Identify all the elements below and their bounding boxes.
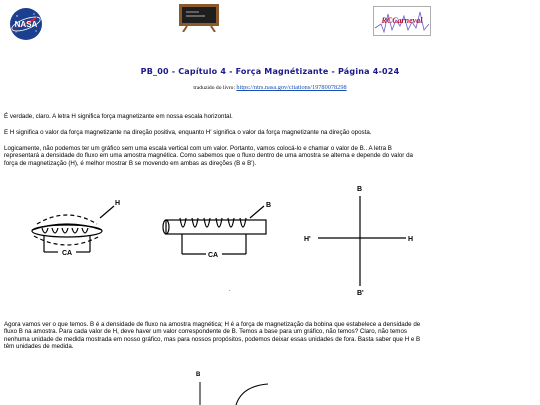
axes-label-h: H xyxy=(408,236,414,243)
coil1-label-h: H xyxy=(115,200,121,207)
credit-prefix: traduzido do livro: xyxy=(193,85,236,91)
rccarneval-logo-text: RCCarneval xyxy=(381,16,423,25)
coil2-label-ca: CA xyxy=(208,252,219,259)
axes-label-b: B xyxy=(357,186,363,193)
paragraph-3: Logicamente, não podemos ter um gráfico sem uma escala vertical com um valor. Portanto, vamos colocá-lo e chamar o valor de B.. A letra B representará a densidade do fluxo em uma amostra magnética. Como sabemos que o fluxo dentro de uma amostra se alterna e depende do valor da força de magnetização (H), é melhor mostrar B se movendo em ambas as direções (B e B'). xyxy=(4,145,413,167)
bh-curve-graph xyxy=(190,368,280,405)
axes-label-b-prime: B' xyxy=(357,290,364,297)
rccarneval-logo xyxy=(373,6,431,36)
coil-diagram-b xyxy=(160,198,280,266)
bh-axes-diagram xyxy=(300,182,420,298)
coil-diagram-h xyxy=(22,196,132,266)
blackboard-icon xyxy=(177,2,221,32)
credit-link[interactable]: https://ntrs.nasa.gov/citations/19780078298 xyxy=(236,84,347,91)
paragraph-2: E H significa o valor da força magnetizante na direção positiva, enquanto H' significa o valor da força magnetizante na direção oposta. xyxy=(4,129,372,136)
nasa-logo xyxy=(8,6,44,42)
paragraph-1: É verdade, claro. A letra H significa força magnetizante em nossa escala horizontal. xyxy=(4,113,233,120)
graph-label-b: B xyxy=(196,372,201,378)
page-title: PB_00 - Capítulo 4 - Força Magnétizante - Página 4-024 xyxy=(140,67,400,76)
paragraph-4: Agora vamos ver o que temos. B é a densidade de fluxo na amostra magnética; H é a força de magnetização da bobina que estabelece a densidade de fluxo B na amostra. Para cada valor de H, deve haver um valor correspondente de B. Temos a base para um gráfico, não temos? Claro, não temos nenhuma unidade de medida mostrada em nosso gráfico, mas para nossos propósitos, podemos deixar essas unidades de fora. Basta saber que H e B têm unidades de medida. xyxy=(4,321,421,351)
coil1-label-ca: CA xyxy=(62,250,73,257)
stray-dot: . xyxy=(229,287,231,293)
nasa-logo-text: NASA xyxy=(14,20,38,29)
axes-label-h-prime: H' xyxy=(304,236,311,243)
coil2-label-b: B xyxy=(266,202,272,209)
credit-line xyxy=(0,84,540,91)
